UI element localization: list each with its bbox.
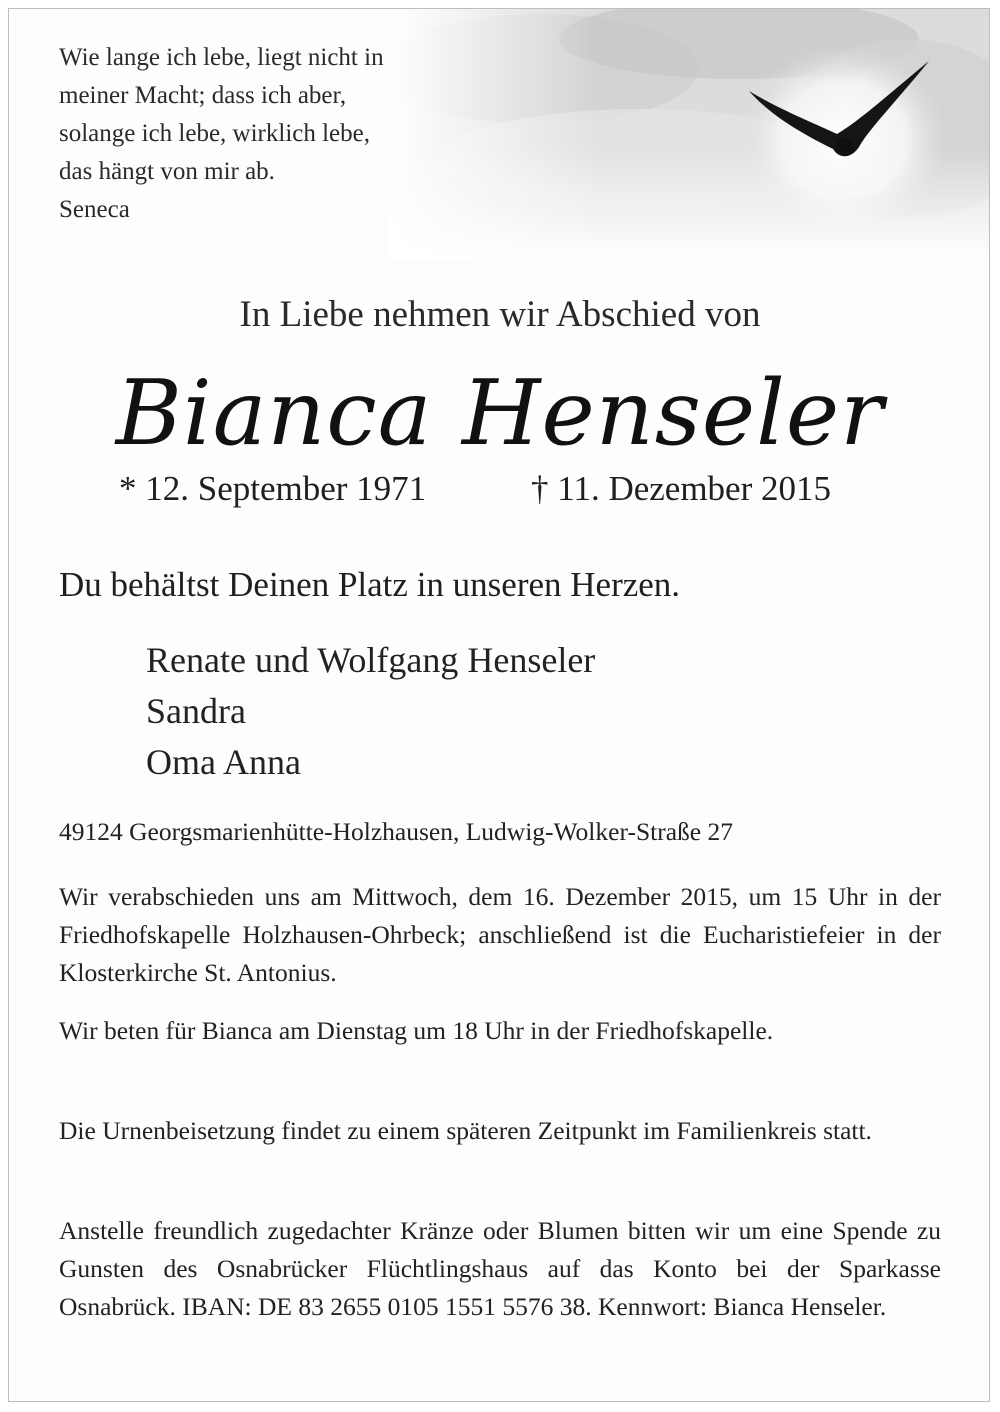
mourners-list (146, 635, 595, 788)
quote-line: meiner Macht; dass ich aber, (59, 82, 347, 109)
quote-author: Seneca (59, 196, 130, 223)
family-address: 49124 Georgsmarienhütte-Holzhausen, Ludwig-Wolker-Straße 27 (59, 817, 733, 846)
death-date: † 11. Dezember 2015 (531, 469, 831, 508)
mourner-name: Oma Anna (146, 742, 301, 782)
funeral-service-paragraph: Wir verabschieden uns am Mittwoch, dem 16. Dezember 2015, um 15 Uhr in der Friedhofskapelle Holzhausen-Ohrbeck; anschließend ist die Eucharistiefeier in der Klosterkirche St. Antonius. (59, 882, 941, 987)
quote-line: solange ich lebe, wirklich lebe, (59, 120, 370, 147)
motto: Du behältst Deinen Platz in unseren Herzen. (59, 565, 681, 604)
intro-heading: In Liebe nehmen wir Abschied von (239, 294, 761, 335)
obituary-notice (8, 8, 990, 1402)
deceased-name: Bianca Henseler (115, 361, 885, 466)
mourner-name: Renate und Wolfgang Henseler (146, 640, 596, 680)
bird-sky-illustration (389, 9, 990, 259)
birth-date: * 12. September 1971 (119, 469, 427, 508)
quote-line: das hängt von mir ab. (59, 158, 275, 185)
quote-block (59, 39, 384, 229)
quote-line: Wie lange ich lebe, liegt nicht in (59, 44, 384, 71)
donation-paragraph: Anstelle freundlich zugedachter Kränze oder Blumen bitten wir um eine Spende zu Gunsten des Osnabrücker Flüchtlingshaus auf das Konto bei der Sparkasse Osnabrück. IBAN: DE 83 2655 0105 1551 5576 38. Kennwort: Bianca Henseler. (59, 1216, 941, 1321)
mourner-name: Sandra (146, 691, 246, 731)
prayer-paragraph: Wir beten für Bianca am Dienstag um 18 Uhr in der Friedhofskapelle. (59, 1016, 774, 1045)
urn-burial-paragraph: Die Urnenbeisetzung findet zu einem späteren Zeitpunkt im Familienkreis statt. (59, 1116, 872, 1145)
